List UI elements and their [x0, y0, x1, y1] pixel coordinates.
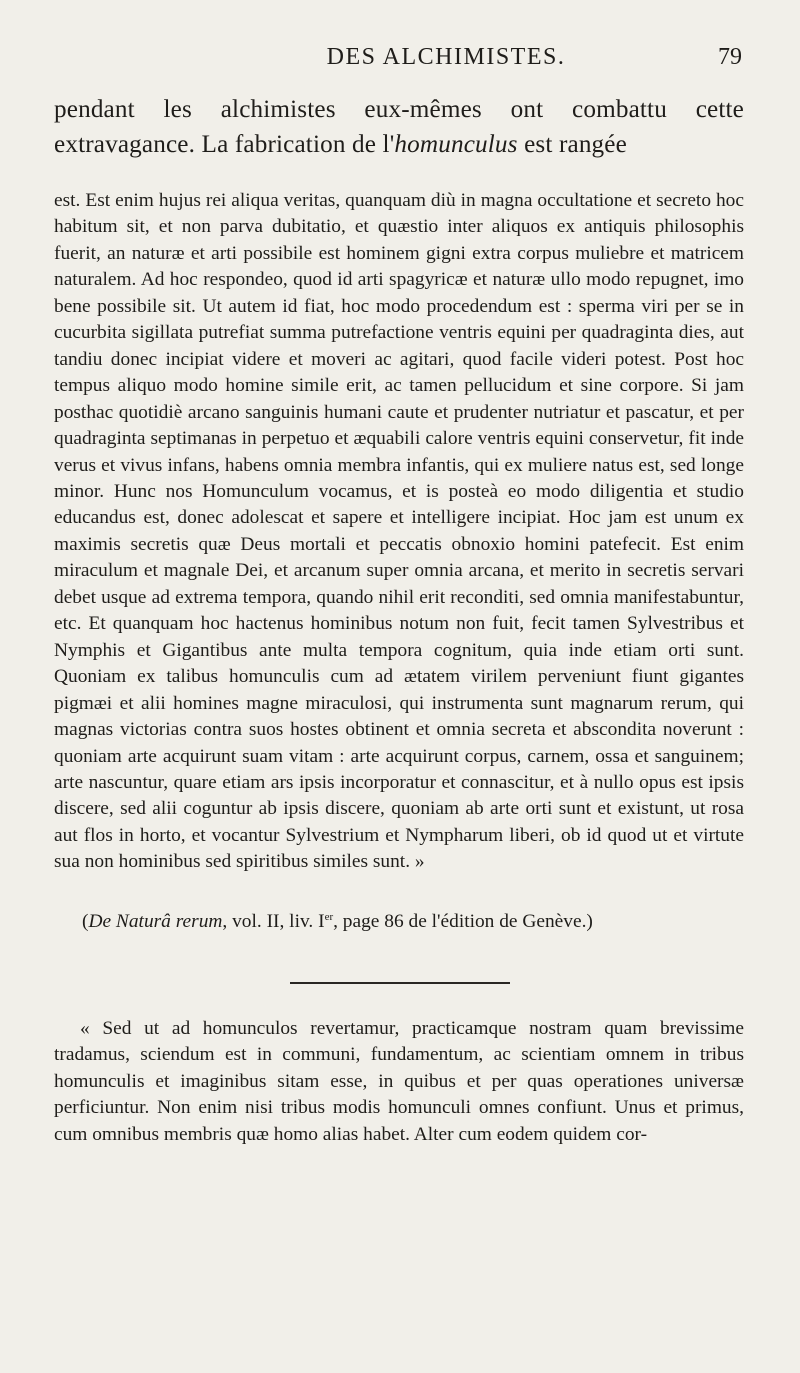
intro-text-before: pendant les alchimistes eux-mêmes ont combattu cette extravagance. La fabrication de l'	[54, 96, 744, 158]
section-divider	[290, 982, 510, 984]
citation-work-title: De Naturâ rerum	[88, 911, 223, 932]
latin-quotation-text: est. Est enim hujus rei aliqua veritas, quanquam diù in magna occultatione et secreto hoc habitum sit, et non parva dubitatio, et quæstio inter aliquos ex antiquis philosophis fuerit, an naturæ et arti possibile est hominem gigni extra corpus muliebre et matricem naturalem. Ad hoc respondeo, quod id arti spagyricæ et naturæ ullo modo repugnet, imo bene possibile sit. Ut autem id fiat, hoc modo procedendum est : sperma viri per se in cucurbita sigillata putrefiat summa putrefactione ventris equini per quadraginta dies, aut tandiu donec incipiat videre et moveri ac agitari, quod facile videri potest. Post hoc tempus aliquo modo homine simile erit, ac tamen pellucidum et sine corpore. Si jam posthac quotidiè arcano sanguinis humani caute et prudenter nutriatur et pascatur, et per quadraginta septimanas in perpetuo et æquabili calore ventris equini conservetur, fit inde verus et vivus infans, habens omnia membra infantis, qui ex muliere natus est, sed longe minor. Hunc nos Homunculum vocamus, et is posteà eo modo diligentia et studio educandus est, donec adolescat et sapere et intelligere incipiat. Hoc jam est unum ex maximis secretis quæ Deus mortali et peccatis obnoxio homini patefecit. Est enim miraculum et magnale Dei, et arcanum super omnia arcana, et merito in secretis servari debet usque ad extrema tempora, quando nihil erit reconditi, sed omnia manifestabuntur, etc. Et quanquam hoc hactenus hominibus notum non fuit, fecit tamen Sylvestribus et Nymphis et Gigantibus ante multa tempora cognitum, quia inde etiam orti sunt. Quoniam ex talibus homunculis cum ad ætatem virilem perveniunt fiunt gigantes pigmæi et alii homines magne miraculosi, qui instrumenta sunt magnarum rerum, qui magnas victorias contra suos hostes obtinent et omnia secreta et abscondita noverunt : quoniam arte acquirunt suam vitam : arte acquirunt corpus, carnem, ossa et sanguinem; arte nascuntur, quare etiam ars ipsis incorporatur et connascitur, et à nullo opus est ipsis discere, sed alii coguntur ab ipsis discere, quoniam ab arte orti sunt et existunt, ut rosa aut flos in horto, et vocantur Sylvestrium et Nympharum liberi, ob id quod ut et virtute sua non hominibus sed spiritibus similes sunt. »	[54, 190, 744, 873]
latin-quotation	[54, 188, 744, 876]
page-number: 79	[718, 44, 742, 70]
intro-paragraph	[54, 92, 744, 162]
second-quotation	[54, 1016, 744, 1148]
citation-page: , page 86 de l'édition de Genève.)	[333, 911, 593, 932]
intro-italic-term: homunculus	[394, 131, 518, 158]
running-title: DES ALCHIMISTES.	[326, 44, 566, 70]
page-header	[150, 44, 742, 74]
second-quotation-text: « Sed ut ad homunculos revertamur, practicamque nostram quam brevissime tradamus, sciendum est in communi, fundamentum, ac scientiam omnem in tribus homunculis et imaginibus sitam esse, in quibus et per quas operationes universæ perficiuntur. Non enim nisi tribus modis homunculi omnes confiunt. Unus et primus, cum omnibus membris quæ homo alias habet. Alter cum eodem quidem cor-	[54, 1018, 744, 1145]
citation-open: (	[82, 911, 89, 932]
citation	[82, 904, 742, 935]
citation-superscript: er	[324, 911, 334, 923]
citation-volume: , vol. II, liv. I	[222, 911, 325, 932]
intro-text-after: est rangée	[517, 131, 627, 158]
